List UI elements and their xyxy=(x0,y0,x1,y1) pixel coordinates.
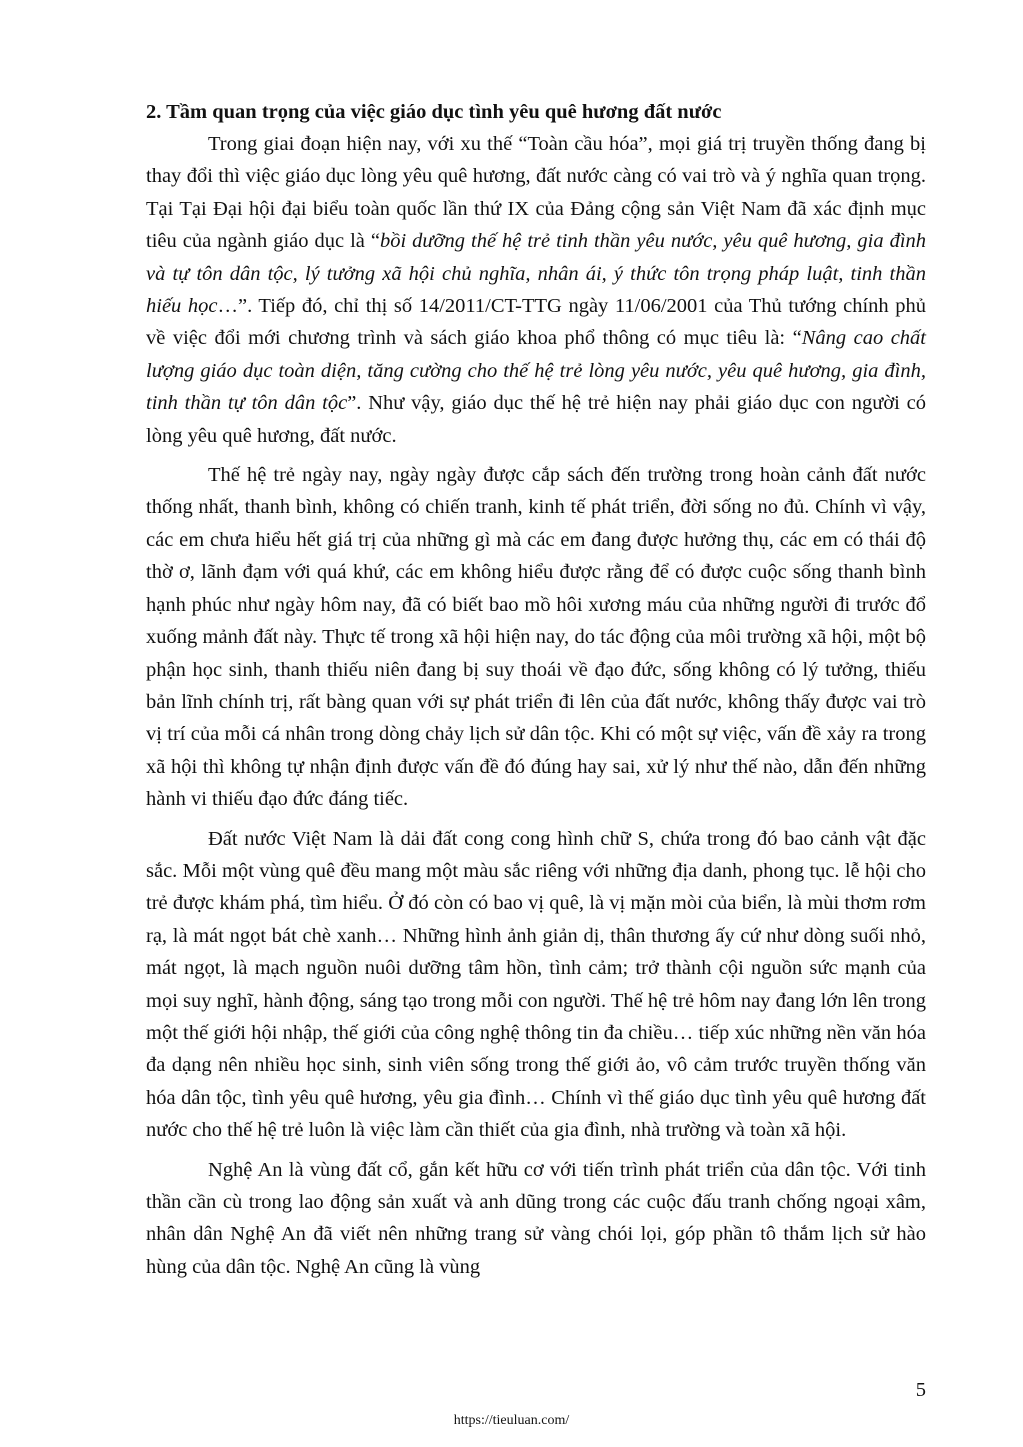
paragraph-1-quote-b: Nâng cao chất lượng giáo dục toàn diện, tăng cường cho thế hệ trẻ lòng yêu nước, yêu quê hương, gia đình, tinh thần tự tôn dân tộc xyxy=(146,327,926,415)
paragraph-3: Đất nước Việt Nam là dải đất cong cong hình chữ S, chứa trong đó bao cảnh vật đặc sắc. Mỗi một vùng quê đều mang một màu sắc riêng với những địa danh, phong tục. lễ hội cho trẻ được khám phá, tìm hiểu. Ở đó còn có bao vị quê, là vị mặn mòi của biển, là mùi thơm rơm rạ, là mát ngọt bát chè xanh… Những hình ảnh giản dị, thân thương ấy cứ như dòng suối nhỏ, mát ngọt, là mạch nguồn nuôi dưỡng tâm hồn, tình cảm; trở thành cội nguồn sức mạnh của mọi suy nghĩ, hành động, sáng tạo trong mỗi con người. Thế hệ trẻ hôm nay đang lớn lên trong một thế giới hội nhập, thế giới của công nghệ thông tin đa chiều… tiếp xúc những nền văn hóa đa dạng nên nhiều học sinh, sinh viên sống trong thế giới ảo, vô cảm trước truyền thống văn hóa dân tộc, tình yêu quê hương, yêu gia đình… Chính vì thế giáo dục tình yêu quê hương đất nước cho thế hệ trẻ luôn là việc làm cần thiết của gia đình, nhà trường và toàn xã hội. xyxy=(146,827,926,1142)
footer-url[interactable]: https://tieuluan.com/ xyxy=(453,1413,570,1428)
paragraph-4: Nghệ An là vùng đất cổ, gắn kết hữu cơ với tiến trình phát triển của dân tộc. Với tinh thần cần cù trong lao động sản xuất và anh dũng trong các cuộc đấu tranh chống ngoại xâm, nhân dân Nghệ An đã viết nên những trang sử vàng chói lọi, góp phần tô thắm lịch sử hào hùng của dân tộc. Nghệ An cũng là vùng xyxy=(146,1158,926,1278)
page-number: 5 xyxy=(915,1379,926,1401)
paragraph-1 xyxy=(146,128,926,452)
paragraph-1-text-a: Trong giai đoạn hiện nay, với xu thế “Toàn cầu hóa”, mọi giá trị truyền thống đang bị thay đổi thì việc giáo dục lòng yêu quê hương, đất nước càng có vai trò và ý nghĩa quan trọng. Tại Tại Đại hội đại biểu toàn quốc lần thứ IX của Đảng cộng sản Việt Nam đã xác định mục tiêu của ngành giáo dục là “ xyxy=(146,133,926,253)
section-heading: 2. Tầm quan trọng của việc giáo dục tình yêu quê hương đất nước xyxy=(146,101,722,123)
paragraph-1-text-b: …”. Tiếp đó, chỉ thị số 14/2011/CT-TTG ngày 11/06/2001 của Thủ tướng chính phủ về việc đổi mới chương trình và sách giáo khoa phổ thông có mục tiêu là: “ xyxy=(146,295,926,350)
paragraph-1-quote-a: bồi dưỡng thế hệ trẻ tinh thần yêu nước, yêu quê hương, gia đình và tự tôn dân tộc, lý tưởng xã hội chủ nghĩa, nhân ái, ý thức tôn trọng pháp luật, tinh thần hiếu học xyxy=(146,230,927,318)
paragraph-2: Thế hệ trẻ ngày nay, ngày ngày được cắp sách đến trường trong hoàn cảnh đất nước thống nhất, thanh bình, không có chiến tranh, kinh tế phát triển, đời sống no đủ. Chính vì vậy, các em chưa hiểu hết giá trị của những gì mà các em đang được hưởng thụ, các em có thái độ thờ ơ, lãnh đạm với quá khứ, các em không hiểu được rằng để có được cuộc sống thanh bình hạnh phúc như ngày hôm nay, đã có biết bao mồ hôi xương máu của những người đi trước đổ xuống mảnh đất này. Thực tế trong xã hội hiện nay, do tác động của môi trường xã hội, một bộ phận học sinh, thanh thiếu niên đang bị suy thoái về đạo đức, sống không có lý tưởng, thiếu bản lĩnh chính trị, rất bàng quan với sự phát triển đi lên của đất nước, không thấy được vai trò vị trí của mỗi cá nhân trong dòng chảy lịch sử dân tộc. Khi có một sự việc, vấn đề xảy ra trong xã hội thì không tự nhận định được vấn đề đó đúng hay sai, xử lý như thế nào, dẫn đến những hành vi thiếu đạo đức đáng tiếc. xyxy=(146,464,926,811)
document-page xyxy=(146,96,926,1283)
paragraph-1-text-c: ”. Như vậy, giáo dục thế hệ trẻ hiện nay phải giáo dục con người có lòng yêu quê hương, đất nước. xyxy=(146,392,926,447)
